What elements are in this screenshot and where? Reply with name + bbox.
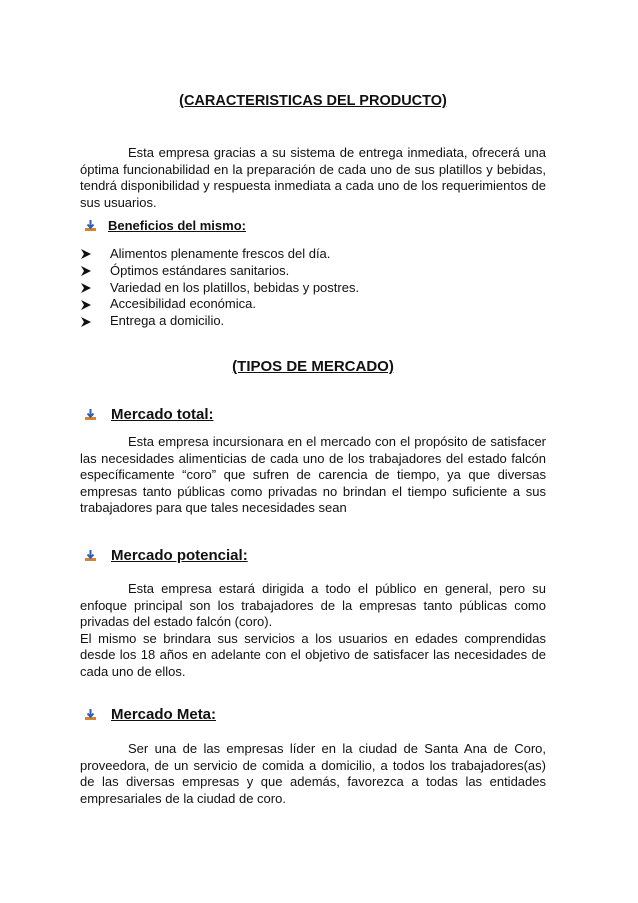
chevron-right-icon bbox=[80, 265, 92, 277]
list-item bbox=[80, 263, 359, 280]
market-total-text: Esta empresa incursionara en el mercado con el propósito de satisfacer las necesidades alimenticias de cada uno de los trabajadores del estado falcón específicamente “coro” que sufren de carencia de tiempo, ya que diversas empresas tanto públicas como privadas no brindan el tiempo suficiente a sus trabajadores para que tales necesidades sean bbox=[80, 434, 546, 515]
benefits-list bbox=[80, 246, 359, 330]
chevron-right-icon bbox=[80, 282, 92, 294]
blue-arrow-down-icon bbox=[84, 549, 98, 563]
market-total-heading bbox=[84, 406, 214, 423]
market-target-label: Mercado Meta: bbox=[111, 706, 217, 723]
product-paragraph bbox=[80, 145, 546, 211]
list-item bbox=[80, 313, 359, 330]
chevron-right-icon bbox=[80, 316, 92, 328]
blue-arrow-down-icon bbox=[84, 708, 98, 722]
chevron-right-icon bbox=[80, 299, 92, 311]
list-item bbox=[80, 280, 359, 297]
list-item-text: Óptimos estándares sanitarios. bbox=[110, 262, 290, 278]
list-item-text: Variedad en los platillos, bebidas y postres. bbox=[110, 279, 360, 295]
market-total-paragraph bbox=[80, 434, 546, 517]
list-item bbox=[80, 296, 359, 313]
market-potential-text-b: El mismo se brindara sus servicios a los usuarios en edades comprendidas desde los 18 años en adelante con el objetivo de satisfacer las necesidades de cada uno de ellos. bbox=[80, 630, 546, 679]
market-target-paragraph bbox=[80, 741, 546, 807]
market-total-label: Mercado total: bbox=[111, 406, 214, 423]
market-potential-heading bbox=[84, 547, 248, 564]
list-item-text: Alimentos plenamente frescos del día. bbox=[110, 246, 331, 261]
market-potential-label: Mercado potencial: bbox=[111, 547, 248, 564]
chevron-right-icon bbox=[80, 248, 92, 260]
market-target-heading bbox=[84, 706, 216, 723]
list-item-text: Accesibilidad económica. bbox=[110, 296, 256, 312]
market-potential-text-a: Esta empresa estará dirigida a todo el público en general, pero su enfoque principal son los trabajadores de la empresas tanto públicas como privadas del estado falcón (coro). bbox=[80, 581, 546, 629]
blue-arrow-down-icon bbox=[84, 219, 98, 233]
benefits-heading-label: Beneficios del mismo: bbox=[108, 218, 246, 233]
market-potential-paragraph bbox=[80, 581, 546, 680]
blue-arrow-down-icon bbox=[84, 408, 98, 422]
benefits-heading bbox=[84, 218, 246, 233]
product-paragraph-text: Esta empresa gracias a su sistema de entrega inmediata, ofrecerá una óptima funcionabilidad en la preparación de cada uno de sus platillos y bebidas, tendrá disponibilidad y respuesta inmediata a cada uno de los requerimientos de sus usuarios. bbox=[80, 145, 546, 210]
list-item bbox=[80, 246, 359, 263]
list-item-text: Entrega a domicilio. bbox=[110, 313, 225, 329]
section-title-product: (CARACTERISTICAS DEL PRODUCTO) bbox=[179, 93, 447, 109]
section-title-market: (TIPOS DE MERCADO) bbox=[232, 358, 394, 375]
market-target-text: Ser una de las empresas líder en la ciudad de Santa Ana de Coro, proveedora, de un servicio de comida a domicilio, a todos los trabajadores(as) de las diversas empresas y que además, favorezca a todas las entidades empresariales de la ciudad de coro. bbox=[80, 741, 546, 806]
